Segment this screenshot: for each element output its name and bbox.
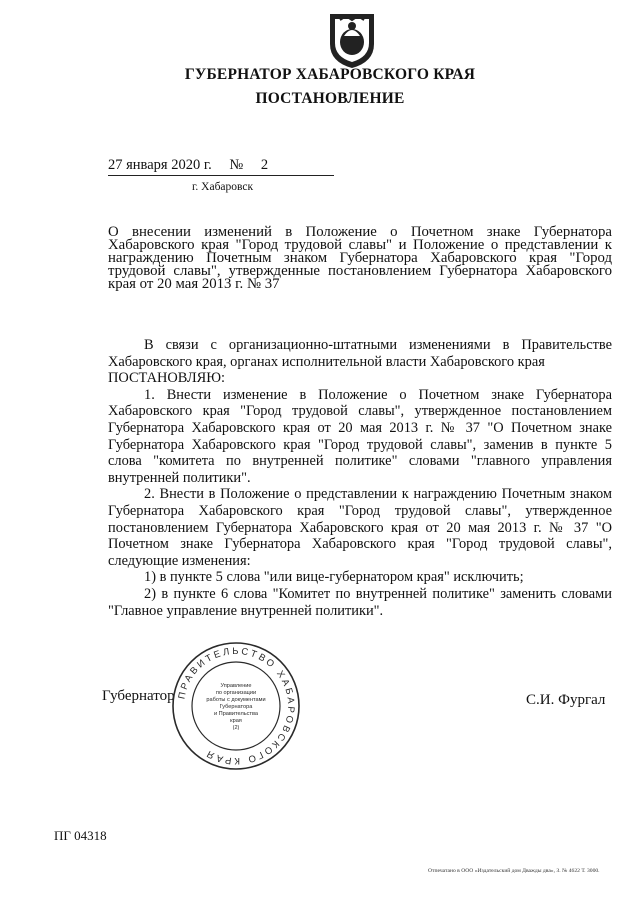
sub-item-1: 1) в пункте 5 слова "или вице-губернатором края" исключить; — [144, 569, 524, 586]
document-subject: О внесении изменений в Положение о Почетном знаке Губернатора Хабаровского края "Город трудовой славы" и Положение о представлении к награждению Почетным знаком Губернатора Хабаровского края "Город трудовой славы", утвержденные постановлением Губернатора Хабаровского края от 20 мая 2013 г. № 37 — [108, 224, 612, 292]
stamp-inner-line: Губернатора — [219, 704, 253, 710]
stamp-inner-line: по организации — [215, 690, 257, 696]
item-1: 1. Внести изменение в Положение о Почетном знаке Губернатора Хабаровского края "Город трудовой славы", утвержденное постановлением Губернатора Хабаровского края от 20 мая 2013 г. № 37 "О Почетном знаке Губернатора Хабаровского края "Город трудовой славы", заменив в пункте 5 слова "комитета по внутренней политике" словами "главного управления внутренней политики". — [108, 386, 612, 486]
number-label: № — [229, 157, 244, 173]
document-city: г. Хабаровск — [192, 181, 254, 193]
decree-word: ПОСТАНОВЛЯЮ: — [108, 370, 226, 387]
stamp-inner-line: работы с документами — [206, 697, 266, 703]
document-date: 27 января 2020 г. — [108, 157, 212, 173]
date-number-line — [108, 157, 268, 174]
sub-item-2: 2) в пункте 6 слова "Комитет по внутренней политике" заменить словами "Главное управление внутренней политики". — [108, 585, 612, 619]
stamp-inner-line: и Правительства — [214, 711, 258, 717]
document-type: ПОСТАНОВЛЕНИЕ — [255, 90, 405, 107]
item-2: 2. Внести в Положение о представлении к награждению Почетным знаком Губернатора Хабаровского края "Город трудовой славы", утвержденное постановлением Губернатора Хабаровского края от 20 мая 2013 г. № 37 "О Почетном знаке Губернатора Хабаровского края "Город трудовой славы", следующие изменения: — [108, 486, 612, 569]
stamp-inner-line: Управление — [220, 683, 252, 689]
coat-of-arms-icon — [326, 10, 378, 70]
form-code: ПГ 04318 — [54, 828, 107, 843]
stamp-ring-text: ПРАВИТЕЛЬСТВО ХАБАРОВСКОГО КРАЯ — [176, 645, 297, 767]
signatory-position: Губернатор — [102, 688, 175, 704]
date-underline — [108, 175, 334, 176]
stamp-inner-line: (2) — [232, 725, 240, 731]
document-number: 2 — [260, 157, 269, 173]
document-authority: ГУБЕРНАТОР ХАБАРОВСКОГО КРАЯ — [184, 66, 476, 83]
intro-paragraph: В связи с организационно-штатными изменениями в Правительстве Хабаровского края, органах исполнительной власти Хабаровского края — [108, 337, 612, 370]
document-body — [108, 337, 612, 619]
signatory-name: С.И. Фургал — [526, 692, 606, 708]
stamp-inner-line: края — [230, 718, 242, 724]
print-info: Отпечатано в ООО «Издательский дом Дважды два», З. № 4622 Т. 3000. — [428, 868, 600, 874]
stamp-inner-text — [206, 683, 265, 731]
official-stamp-icon — [170, 640, 302, 772]
